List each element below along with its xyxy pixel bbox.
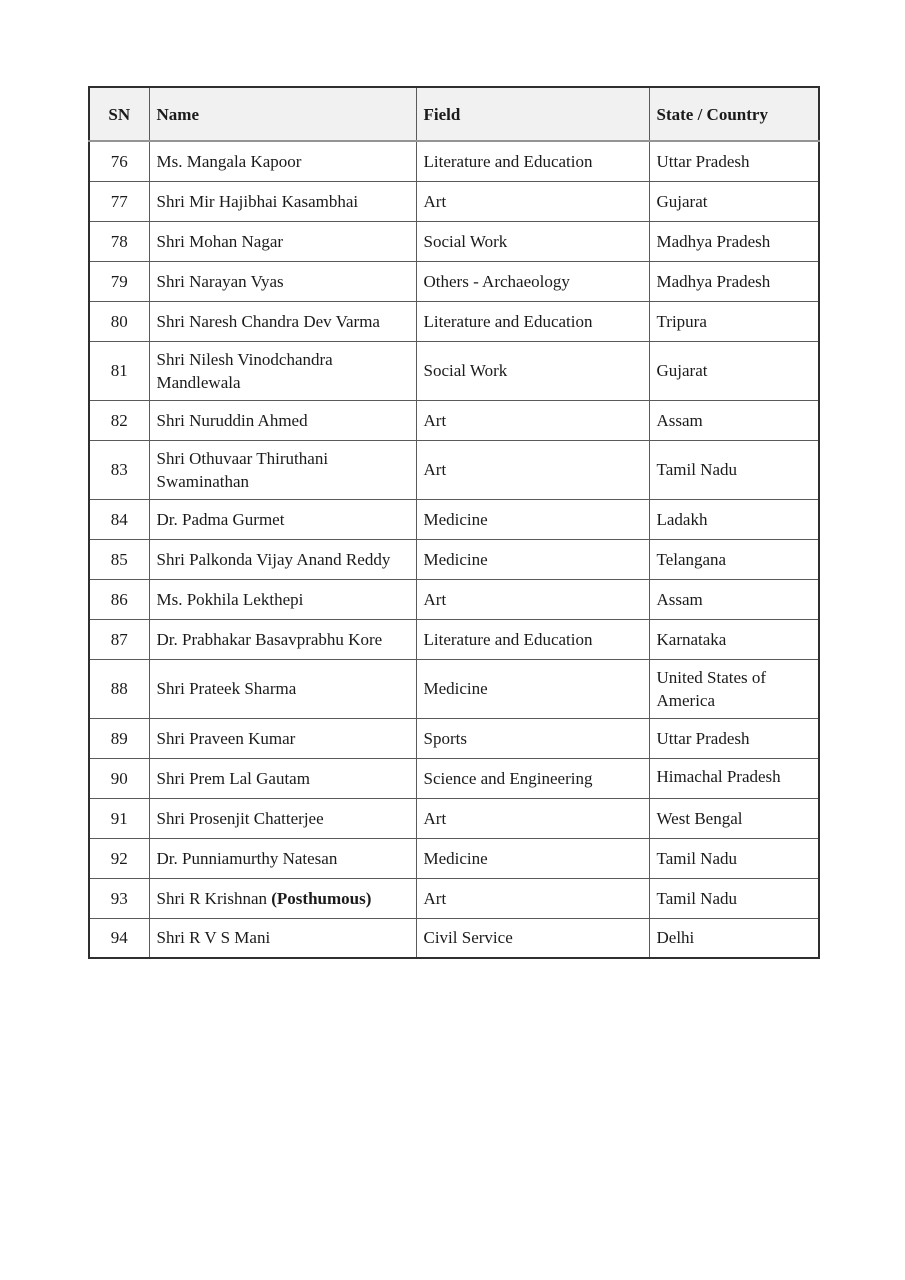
- field-cell: Medicine: [416, 499, 649, 539]
- field-cell: Literature and Education: [416, 301, 649, 341]
- sn-cell: 93: [89, 878, 149, 918]
- name-cell: Shri Prem Lal Gautam: [149, 758, 416, 798]
- state-cell: Tamil Nadu: [649, 440, 819, 499]
- field-cell: Art: [416, 878, 649, 918]
- posthumous-label: (Posthumous): [271, 888, 372, 908]
- table-row: [89, 499, 819, 539]
- field-cell: Social Work: [416, 341, 649, 400]
- state-cell: Delhi: [649, 918, 819, 958]
- name-cell: Shri Prosenjit Chatterjee: [149, 798, 416, 838]
- field-cell: Others - Archaeology: [416, 261, 649, 301]
- column-header-field: Field: [416, 87, 649, 141]
- name-cell: Shri Palkonda Vijay Anand Reddy: [149, 539, 416, 579]
- name-cell: Shri R V S Mani: [149, 918, 416, 958]
- sn-cell: 84: [89, 499, 149, 539]
- state-cell: West Bengal: [649, 798, 819, 838]
- name-cell: Shri Nuruddin Ahmed: [149, 400, 416, 440]
- name-cell: Dr. Punniamurthy Natesan: [149, 838, 416, 878]
- name-cell: Ms. Pokhila Lekthepi: [149, 579, 416, 619]
- table-row: [89, 141, 819, 181]
- table-row: [89, 181, 819, 221]
- field-cell: Art: [416, 400, 649, 440]
- field-cell: Art: [416, 798, 649, 838]
- field-cell: Art: [416, 579, 649, 619]
- table-row: [89, 221, 819, 261]
- table-row: [89, 539, 819, 579]
- name-cell: Shri Mir Hajibhai Kasambhai: [149, 181, 416, 221]
- name-cell: Dr. Padma Gurmet: [149, 499, 416, 539]
- state-cell: Assam: [649, 400, 819, 440]
- field-cell: Medicine: [416, 838, 649, 878]
- name-cell: Shri Othuvaar Thiruthani Swaminathan: [149, 440, 416, 499]
- table-row: [89, 758, 819, 798]
- state-cell: Himachal Pradesh: [649, 758, 819, 798]
- sn-cell: 83: [89, 440, 149, 499]
- state-cell: Tamil Nadu: [649, 838, 819, 878]
- name-cell: Dr. Prabhakar Basavprabhu Kore: [149, 619, 416, 659]
- sn-cell: 88: [89, 659, 149, 718]
- field-cell: Literature and Education: [416, 619, 649, 659]
- table-row: [89, 659, 819, 718]
- state-cell: Gujarat: [649, 181, 819, 221]
- state-cell: Gujarat: [649, 341, 819, 400]
- sn-cell: 81: [89, 341, 149, 400]
- field-cell: Medicine: [416, 659, 649, 718]
- table-row: [89, 440, 819, 499]
- field-cell: Literature and Education: [416, 141, 649, 181]
- state-cell: Tripura: [649, 301, 819, 341]
- table-row: [89, 301, 819, 341]
- field-cell: Science and Engineering: [416, 758, 649, 798]
- table-row: [89, 918, 819, 958]
- table-header: [89, 87, 819, 141]
- column-header-sn: SN: [89, 87, 149, 141]
- sn-cell: 82: [89, 400, 149, 440]
- state-cell: Madhya Pradesh: [649, 261, 819, 301]
- table-row: [89, 400, 819, 440]
- sn-cell: 76: [89, 141, 149, 181]
- field-cell: Art: [416, 181, 649, 221]
- column-header-state: State / Country: [649, 87, 819, 141]
- sn-cell: 90: [89, 758, 149, 798]
- sn-cell: 87: [89, 619, 149, 659]
- sn-cell: 79: [89, 261, 149, 301]
- sn-cell: 85: [89, 539, 149, 579]
- table-row: [89, 619, 819, 659]
- state-cell: Karnataka: [649, 619, 819, 659]
- name-cell: Shri Prateek Sharma: [149, 659, 416, 718]
- sn-cell: 94: [89, 918, 149, 958]
- name-cell: Shri Mohan Nagar: [149, 221, 416, 261]
- state-cell: Uttar Pradesh: [649, 718, 819, 758]
- state-cell: Telangana: [649, 539, 819, 579]
- field-cell: Art: [416, 440, 649, 499]
- field-cell: Sports: [416, 718, 649, 758]
- sn-cell: 80: [89, 301, 149, 341]
- state-cell: Assam: [649, 579, 819, 619]
- sn-cell: 86: [89, 579, 149, 619]
- name-cell: Ms. Mangala Kapoor: [149, 141, 416, 181]
- header-row: [89, 87, 819, 141]
- table-row: [89, 718, 819, 758]
- state-cell: Uttar Pradesh: [649, 141, 819, 181]
- table-row: [89, 261, 819, 301]
- field-cell: Social Work: [416, 221, 649, 261]
- sn-cell: 77: [89, 181, 149, 221]
- sn-cell: 92: [89, 838, 149, 878]
- table-row: [89, 838, 819, 878]
- name-cell: Shri Naresh Chandra Dev Varma: [149, 301, 416, 341]
- table-row: [89, 579, 819, 619]
- name-cell: Shri R Krishnan (Posthumous): [149, 878, 416, 918]
- name-cell: Shri Nilesh Vinodchandra Mandlewala: [149, 341, 416, 400]
- table-row: [89, 878, 819, 918]
- awards-table: [88, 86, 820, 959]
- state-cell: United States of America: [649, 659, 819, 718]
- table-body: [89, 141, 819, 958]
- column-header-name: Name: [149, 87, 416, 141]
- table-row: [89, 798, 819, 838]
- state-cell: Ladakh: [649, 499, 819, 539]
- sn-cell: 91: [89, 798, 149, 838]
- field-cell: Civil Service: [416, 918, 649, 958]
- name-cell: Shri Praveen Kumar: [149, 718, 416, 758]
- sn-cell: 89: [89, 718, 149, 758]
- name-cell: Shri Narayan Vyas: [149, 261, 416, 301]
- state-cell: Madhya Pradesh: [649, 221, 819, 261]
- table-row: [89, 341, 819, 400]
- state-cell: Tamil Nadu: [649, 878, 819, 918]
- sn-cell: 78: [89, 221, 149, 261]
- field-cell: Medicine: [416, 539, 649, 579]
